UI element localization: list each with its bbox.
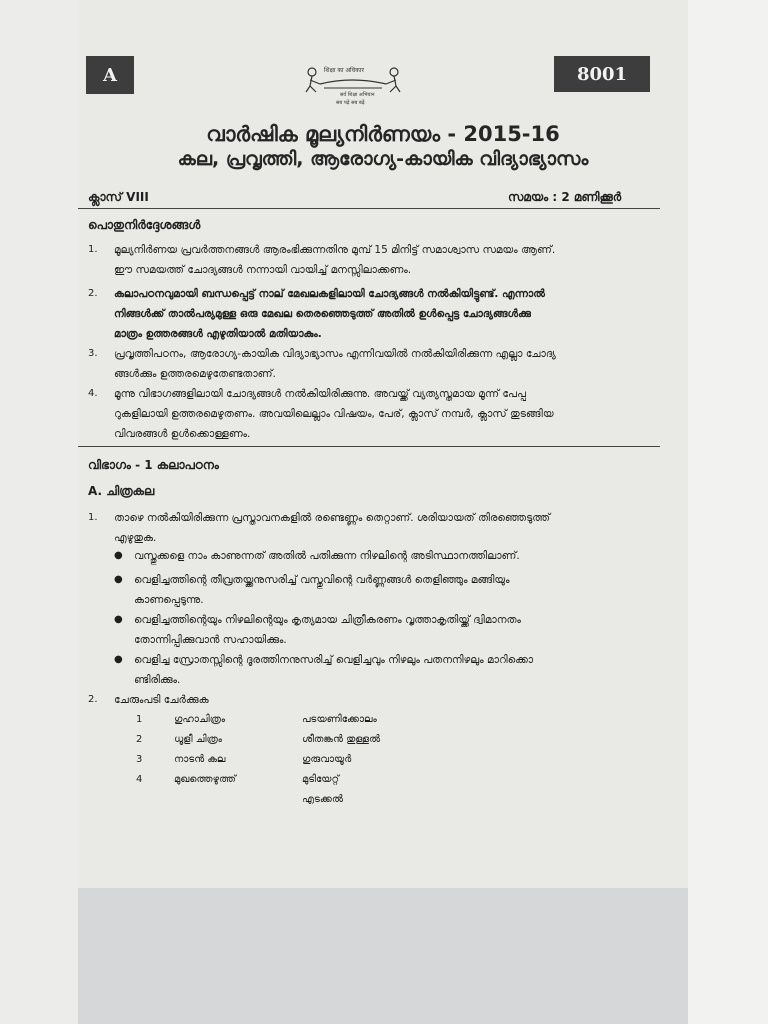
match-number: 3 [136, 754, 143, 765]
right-margin [688, 0, 768, 1024]
instruction-line: കലാപഠനവുമായി ബന്ധപ്പെട്ട് നാല് മേഖലകളിലായി ചോദ്യങ്ങൾ നൽകിയിട്ടുണ്ട്. എന്നാൽ [114, 288, 545, 300]
instruction-line: മൂല്യനിർണയ പ്രവർത്തനങ്ങൾ ആരംഭിക്കുന്നതിനു മുമ്പ് 15 മിനിട്ട് സമാശ്വാസ സമയം ആണ്. [114, 244, 556, 256]
paper-code-badge: 8001 [554, 56, 650, 92]
instruction-line: നിങ്ങൾക്ക് താൽപര്യമുള്ള ഒരു മേഖല തെരഞ്ഞെടുത്ത് അതിൽ ഉൾപ്പെട്ട ചോദ്യങ്ങൾക്കു [114, 308, 531, 320]
match-left: മുഖത്തെഴുത്ത് [174, 774, 236, 785]
match-right: ഗുരുവായൂർ [302, 754, 352, 765]
ssa-logo [294, 62, 414, 112]
exam-paper [78, 0, 688, 888]
statement-line: വെളിച്ചത്തിന്റെയും നിഴലിന്റെയും കൃത്യമായ ചിത്രീകരണം വൃത്താകൃതിയ്ക്ക് ദ്വിമാനതം [134, 614, 521, 626]
statement-line: വെളിച്ചത്തിന്റെ തീവ്രതയ്ക്കനുസരിച്ച് വസ്തുവിന്റെ വർണ്ണങ്ങൾ തെളിഞ്ഞും മങ്ങിയും [134, 574, 510, 586]
match-left: നാടൻ കല [174, 754, 226, 765]
match-number: 4 [136, 774, 143, 785]
header-rule [78, 208, 660, 209]
logo-subtitle-2: सब पढ़ें सब बढ़ें [336, 100, 365, 106]
match-right: പടയണിക്കോലം [302, 714, 377, 725]
instruction-line: മൂന്നു വിഭാഗങ്ങളിലായി ചോദ്യങ്ങൾ നൽകിയിരിക്കുന്നു. അവയ്ക്ക് വ്യത്യസ്തമായ മൂന്ന് പേപ്പ [114, 388, 526, 400]
match-right: ശീതങ്കൻ തുള്ളൽ [302, 734, 381, 745]
instruction-line: വിവരങ്ങൾ ഉൾക്കൊള്ളണം. [114, 428, 251, 440]
instruction-number: 2. [88, 288, 98, 299]
instruction-line: മാത്രം ഉത്തരങ്ങൾ എഴുതിയാൽ മതിയാകും. [114, 328, 322, 340]
section-heading: വിഭാഗം - 1 കലാപഠനം [88, 458, 219, 472]
match-left: ഗുഹാചിത്രം [174, 714, 226, 725]
bullet-icon: ● [114, 574, 123, 585]
logo-subtitle-1: सर्व शिक्षा अभियान [340, 92, 375, 98]
question-title: ചേരുംപടി ചേർക്കുക [114, 694, 209, 706]
statement-line: ണ്ടിരിക്കും. [134, 674, 181, 686]
logo-slogan: शिक्षा का अधिकार [324, 67, 364, 74]
statement-line: വെളിച്ച സ്രോതസ്സിന്റെ ദൂരത്തിനനുസരിച്ച് വെളിച്ചവും നിഴലും പതനനിഴലും മാറിക്കൊ [134, 654, 534, 666]
question-number: 2. [88, 694, 98, 705]
statement-line: കാണപ്പെടുന്നു. [134, 594, 204, 606]
background-surface [78, 888, 688, 1024]
bullet-icon: ● [114, 550, 123, 561]
instructions-rule [78, 446, 660, 447]
instruction-line: റുകളിലായി ഉത്തരമെഴുതണം. അവയിലെല്ലാം വിഷയം, പേര്, ക്ലാസ് നമ്പർ, ക്ലാസ് തുടങ്ങിയ [114, 408, 554, 420]
left-margin [0, 0, 78, 1024]
question-number: 1. [88, 512, 98, 523]
time-label: സമയം : 2 മണിക്കൂർ [508, 190, 622, 204]
statement-line: തോന്നിപ്പിക്കുവാൻ സഹായിക്കും. [134, 634, 287, 646]
instruction-number: 1. [88, 244, 98, 255]
match-right: എടക്കൽ [302, 794, 343, 805]
match-left: ധൂളീ ചിത്രം [174, 734, 222, 745]
instruction-line: പ്രവൃത്തിപഠനം, ആരോഗ്യ-കായിക വിദ്യാഭ്യാസം എന്നിവയിൽ നൽകിയിരിക്കുന്ന എല്ലാ ചോദ്യ [114, 348, 556, 360]
bullet-icon: ● [114, 654, 123, 665]
exam-title: വാർഷിക മൂല്യനിർണയം - 2015-16 [206, 122, 560, 146]
instruction-line: ങ്ങൾക്കും ഉത്തരമെഴുതേണ്ടതാണ്. [114, 368, 276, 380]
statement-line: വസ്തുക്കളെ നാം കാണുന്നത് അതിൽ പതിക്കുന്ന നിഴലിന്റെ അടിസ്ഥാനത്തിലാണ്. [134, 550, 520, 562]
question-line: താഴെ നൽകിയിരിക്കുന്ന പ്രസ്താവനകളിൽ രണ്ടെണ്ണം തെറ്റാണ്. ശരിയായത് തിരഞ്ഞെടുത്ത് [114, 512, 551, 524]
exam-subtitle: കല, പ്രവൃത്തി, ആരോഗ്യ-കായിക വിദ്യാഭ്യാസം [177, 148, 589, 170]
match-number: 2 [136, 734, 143, 745]
instructions-heading: പൊതുനിർദ്ദേശങ്ങൾ [88, 218, 201, 232]
class-label: ക്ലാസ് VIII [88, 190, 149, 204]
instruction-number: 4. [88, 388, 98, 399]
instruction-number: 3. [88, 348, 98, 359]
match-number: 1 [136, 714, 143, 725]
match-right: മുടിയേറ്റ് [302, 774, 340, 785]
question-line: എഴുതുക. [114, 532, 157, 544]
section-subheading: A. ചിത്രകല [88, 484, 155, 498]
bullet-icon: ● [114, 614, 123, 625]
set-label-badge: A [86, 56, 134, 94]
instruction-line: ഈ സമയത്ത് ചോദ്യങ്ങൾ നന്നായി വായിച്ച് മനസ്സിലാക്കണം. [114, 264, 412, 276]
